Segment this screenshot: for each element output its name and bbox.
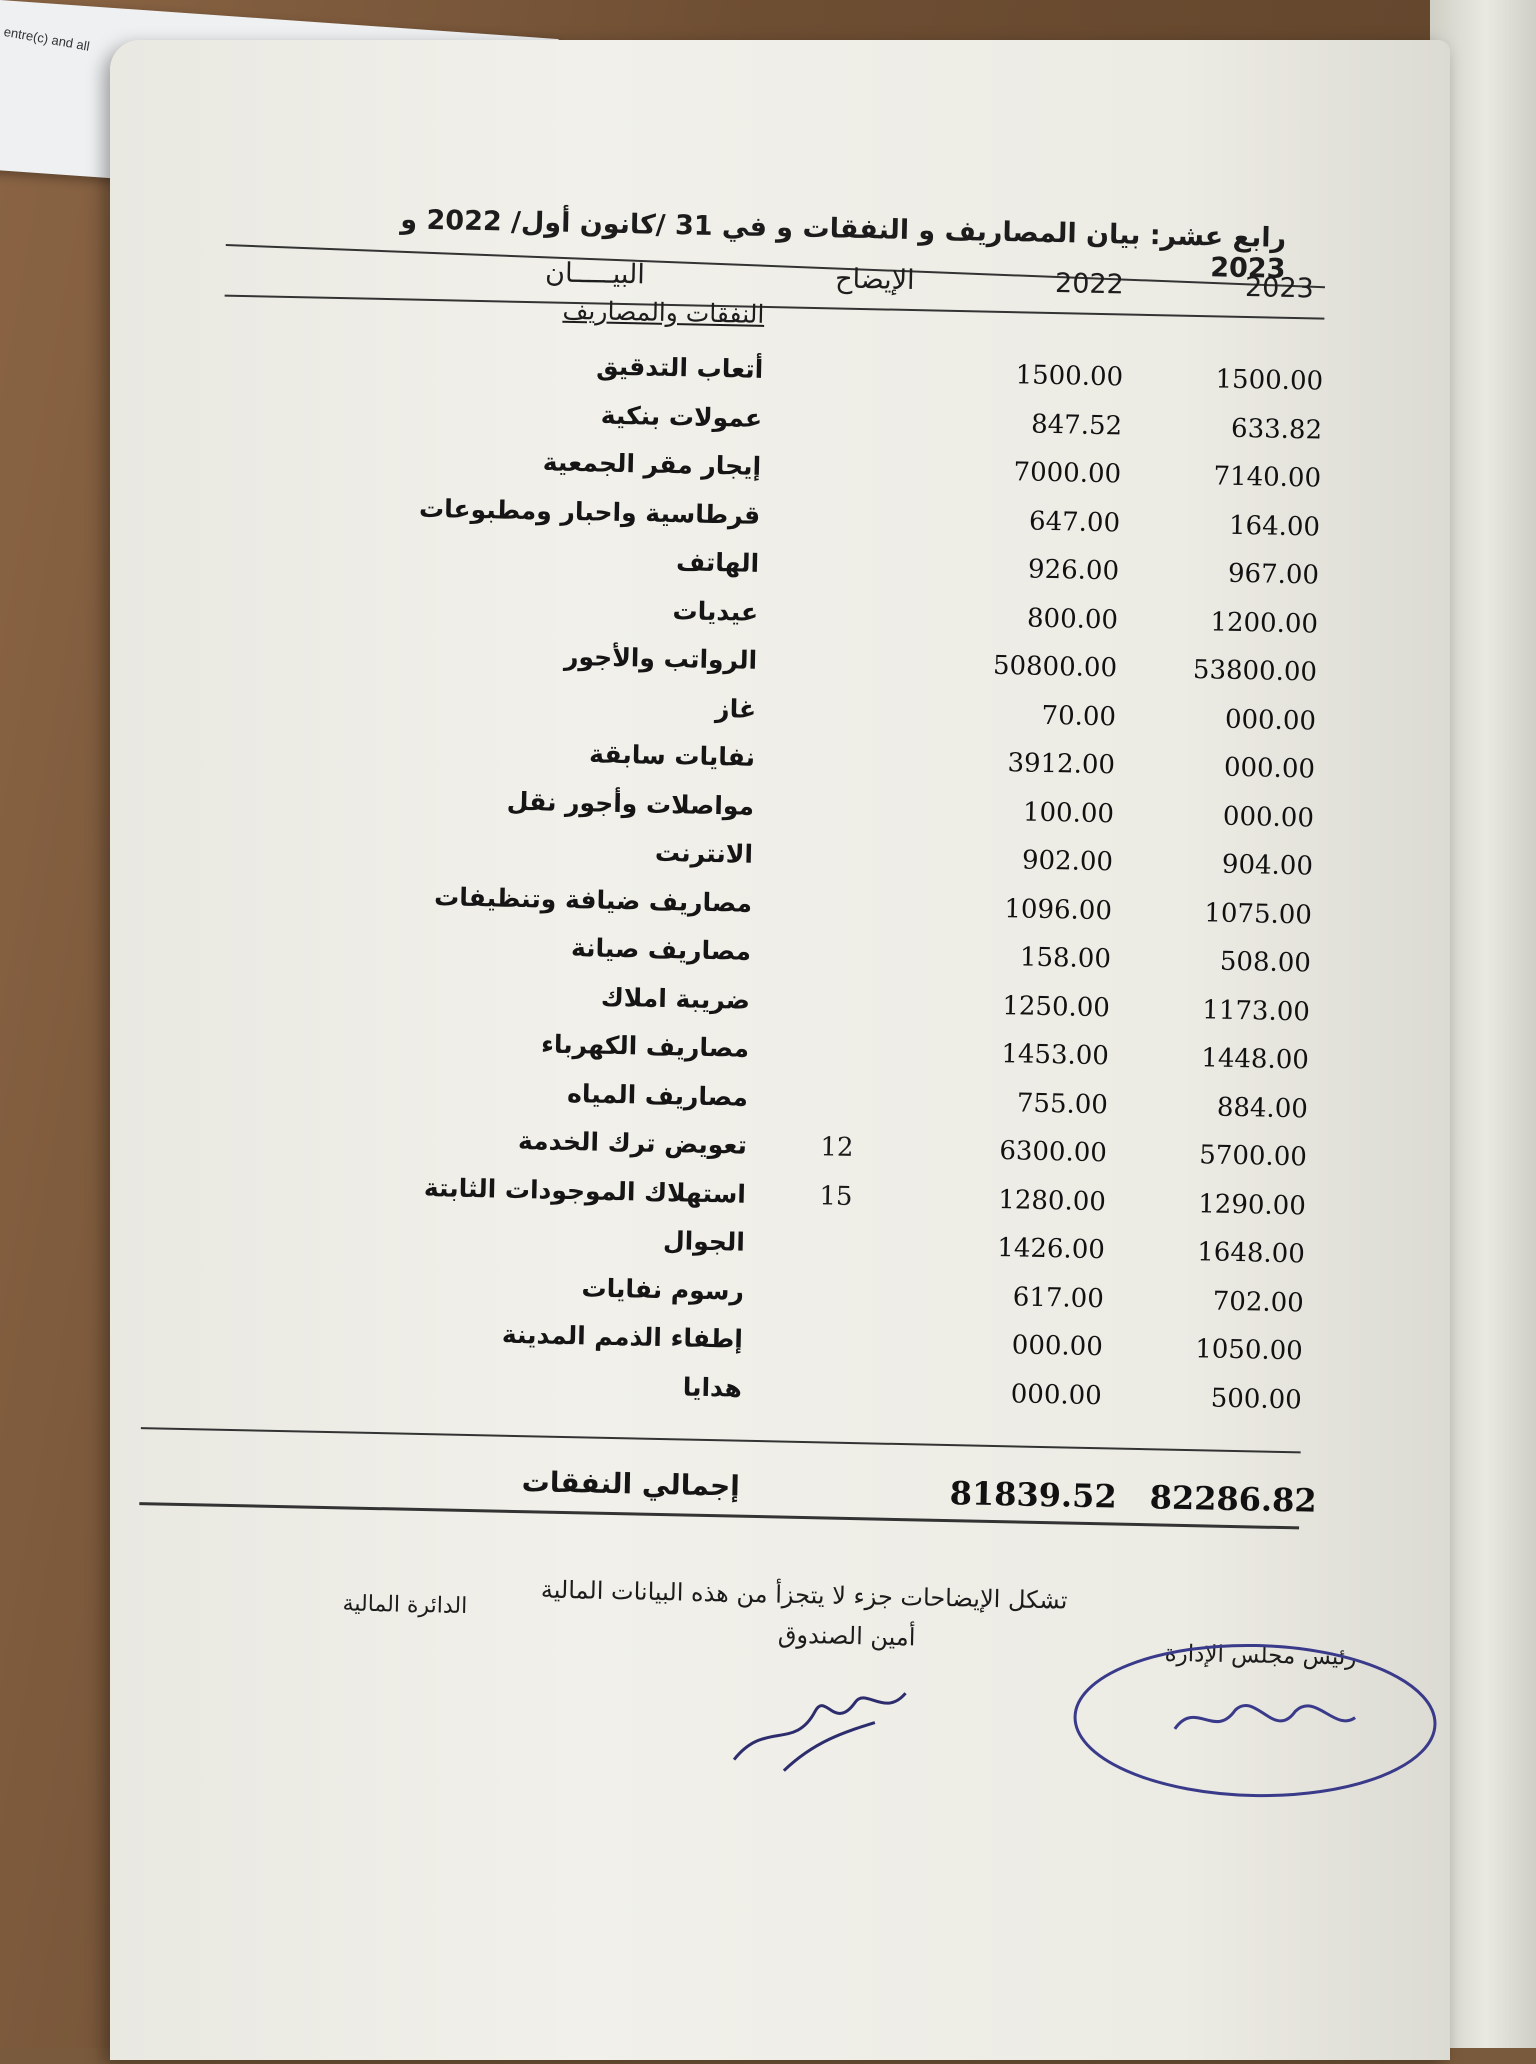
row-value-2022: 1500.00	[1015, 360, 1124, 393]
row-label: مصاريف الكهرباء	[540, 1029, 750, 1063]
total-label: إجمالي النفقات	[521, 1465, 741, 1503]
row-note	[813, 356, 893, 358]
row-value-2022: 800.00	[1026, 603, 1119, 635]
row-label: الانترنت	[654, 837, 754, 869]
underlying-paper-text: entre(c) and all	[2, 23, 91, 54]
row-value-2023: 1173.00	[1202, 994, 1311, 1028]
row-value-2022: 158.00	[1019, 942, 1112, 975]
row-value-2023: 53800.00	[1192, 654, 1318, 688]
finance-department-label: الدائرة المالية	[342, 1591, 468, 1619]
row-value-2023: 1075.00	[1204, 897, 1313, 931]
row-note: 15	[819, 1180, 853, 1212]
header-note: الإيضاح	[834, 263, 915, 297]
row-label: هدايا	[682, 1371, 743, 1403]
row-value-2023: 1200.00	[1210, 606, 1319, 640]
row-value-2023: 000.00	[1223, 752, 1316, 785]
row-label: الهاتف	[675, 547, 760, 578]
row-value-2023: 000.00	[1224, 704, 1317, 737]
row-label: ضريبة املاك	[600, 982, 751, 1015]
row-label: مصاريف صيانة	[570, 933, 752, 966]
row-label: رسوم نفايات	[581, 1272, 745, 1306]
row-label: إيجار مقر الجمعية	[542, 447, 762, 481]
row-value-2022: 647.00	[1028, 506, 1121, 538]
row-label: نفايات سابقة	[588, 739, 756, 772]
row-value-2022: 617.00	[1012, 1281, 1105, 1314]
treasurer-signature	[724, 1659, 926, 1783]
row-value-2023: 967.00	[1227, 558, 1320, 591]
row-value-2022: 50800.00	[992, 650, 1118, 684]
total-2023: 82286.82	[1149, 1478, 1318, 1520]
row-value-2023: 702.00	[1212, 1286, 1305, 1318]
row-value-2022: 6300.00	[999, 1136, 1108, 1169]
row-value-2022: 100.00	[1022, 796, 1115, 829]
treasurer-label: أمين الصندوق	[777, 1620, 916, 1652]
row-label: مواصلات وأجور نقل	[506, 786, 755, 821]
row-label: مصاريف ضيافة وتنظيفات	[433, 881, 753, 918]
total-2022: 81839.52	[949, 1474, 1118, 1516]
row-value-2023: 633.82	[1230, 413, 1323, 446]
row-value-2023: 884.00	[1216, 1092, 1309, 1124]
row-value-2022: 70.00	[1041, 700, 1117, 732]
row-value-2022: 1280.00	[998, 1184, 1107, 1217]
row-value-2023: 508.00	[1219, 946, 1312, 979]
row-value-2022: 3912.00	[1007, 748, 1116, 781]
row-value-2023: 1448.00	[1201, 1043, 1310, 1076]
row-value-2022: 755.00	[1016, 1087, 1109, 1120]
row-label: الجوال	[662, 1226, 746, 1257]
footer-note: تشكل الإيضاحات جزء لا يتجزأ من هذه البيانات المالية	[540, 1575, 1068, 1615]
row-note: 12	[820, 1132, 854, 1163]
chairman-label: رئيس مجلس الإدارة	[1164, 1640, 1357, 1671]
row-value-2023: 1500.00	[1215, 364, 1324, 397]
header-2022: 2022	[1054, 268, 1125, 301]
row-label: تعويض ترك الخدمة	[517, 1125, 748, 1160]
row-value-2022: 926.00	[1027, 554, 1120, 587]
row-label: مصاريف المياه	[566, 1078, 749, 1112]
total-top-rule	[141, 1427, 1301, 1453]
row-value-2022: 1096.00	[1004, 893, 1113, 926]
row-label: أتعاب التدقيق	[595, 351, 764, 384]
row-label: استهلاك الموجودات الثابتة	[423, 1172, 747, 1209]
row-value-2022: 1250.00	[1002, 990, 1111, 1023]
row-label: الرواتب والأجور	[563, 641, 758, 675]
row-label: إطفاء الذمم المدينة	[501, 1319, 744, 1354]
statement-title: رابع عشر: بيان المصاريف و النفقات و في 31 /كانون أول/ 2022 و 2023	[400, 204, 1287, 285]
total-row	[0, 1454, 1526, 1534]
row-value-2022: 902.00	[1021, 845, 1114, 878]
row-value-2023: 1648.00	[1196, 1237, 1306, 1270]
row-value-2023: 5700.00	[1199, 1140, 1308, 1173]
row-value-2022: 000.00	[1011, 1330, 1104, 1363]
row-value-2022: 7000.00	[1013, 457, 1122, 490]
chairman-signature	[1063, 1617, 1447, 1825]
row-value-2023: 904.00	[1221, 849, 1314, 882]
row-value-2023: 500.00	[1210, 1383, 1303, 1415]
row-label: عمولات بنكية	[600, 400, 763, 433]
row-value-2022: 1426.00	[997, 1233, 1106, 1266]
row-label: قرطاسية واحبار ومطبوعات	[418, 493, 761, 530]
header-statement: البيـــــان	[544, 257, 646, 291]
row-value-2022: 847.52	[1030, 409, 1123, 441]
row-value-2023: 000.00	[1222, 801, 1315, 834]
row-value-2022: 1453.00	[1001, 1039, 1110, 1072]
row-label: عيديات	[672, 595, 759, 627]
row-value-2023: 7140.00	[1213, 461, 1322, 494]
header-2023: 2023	[1244, 272, 1315, 305]
row-value-2023: 1050.00	[1194, 1334, 1304, 1367]
row-value-2023: 1290.00	[1197, 1188, 1307, 1221]
row-label: غاز	[714, 693, 757, 724]
section-title: النفقات والمصاريف	[562, 295, 765, 329]
row-value-2022: 000.00	[1010, 1378, 1103, 1411]
header-rule	[225, 295, 1325, 320]
row-value-2023: 164.00	[1228, 510, 1321, 543]
